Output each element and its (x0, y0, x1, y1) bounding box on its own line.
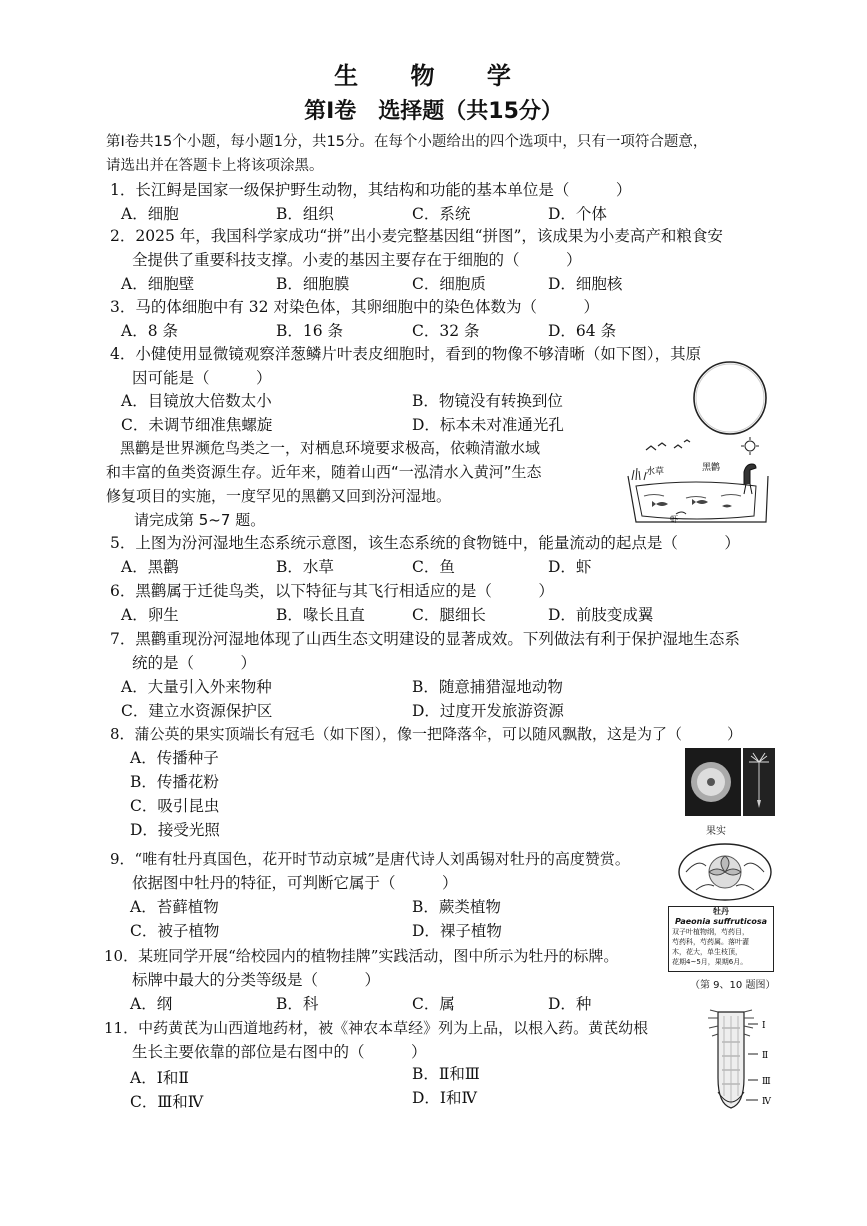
q5-option-d: D．虾 (548, 558, 592, 576)
q11-option-c: C．Ⅲ和Ⅳ (130, 1093, 204, 1111)
question-11-stem-line2: 生长主要依靠的部位是右图中的（ ） (132, 1043, 427, 1061)
plaque-line: 芍药科，芍药属。落叶灌 (672, 938, 749, 946)
q2-option-c: C．细胞质 (412, 275, 486, 293)
q5-option-c: C．鱼 (412, 558, 455, 576)
q3-option-b: B．16 条 (276, 322, 344, 340)
wetland-ecosystem-figure (626, 436, 772, 528)
question-9-stem-line1: 9．“唯有牡丹真国色，花开时节动京城”是唐代诗人刘禹锡对牡丹的高度赞赏。 (110, 850, 630, 868)
section-instructions (106, 130, 766, 178)
q7-option-c: C．建立水资源保护区 (121, 702, 273, 720)
q11-option-d: D．Ⅰ和Ⅳ (412, 1089, 478, 1107)
q10-option-a: A．纲 (130, 995, 173, 1013)
question-7-stem-line1: 7．黑鹳重现汾河湿地体现了山西生态文明建设的显著成效。下列做法有利于保护湿地生态系 (110, 630, 740, 648)
passage-line: 黑鹳是世界濒危鸟类之一，对栖息环境要求极高，依赖清澈水域 (120, 439, 541, 457)
passage-line: 和丰富的鱼类资源生存。近年来，随着山西“一泓清水入黄河”生态 (106, 463, 542, 481)
root-zone-label: Ⅳ (762, 1097, 771, 1107)
figure-9-10-caption: （第 9、10 题图） (690, 980, 776, 991)
q2-option-d: D．细胞核 (548, 275, 623, 293)
plaque-latin-name: Paeonia suffruticosa (674, 917, 767, 926)
question-7-stem-line2: 统的是（ ） (132, 654, 257, 672)
water-grass-label: 水草 (646, 467, 665, 477)
question-10-stem-line2: 标牌中最大的分类等级是（ ） (132, 971, 381, 989)
question-4-stem-line1: 4．小健使用显微镜观察洋葱鳞片叶表皮细胞时，看到的物像不够清晰（如下图），其原 (110, 345, 702, 363)
q6-option-c: C．腿细长 (412, 606, 486, 624)
q10-option-b: B．科 (276, 995, 319, 1013)
page-title: 生 物 学 (334, 61, 533, 90)
q8-option-a: A．传播种子 (130, 749, 219, 767)
peony-flower-figure (676, 842, 774, 902)
root-zone-label: Ⅲ (762, 1077, 771, 1087)
plaque-line: 双子叶植物纲，芍药目， (672, 928, 749, 936)
q3-option-c: C．32 条 (412, 322, 480, 340)
q4-option-c: C．未调节细准焦螺旋 (121, 416, 273, 434)
q5-option-a: A．黑鹳 (121, 558, 179, 576)
q2-option-a: A．细胞壁 (121, 275, 195, 293)
q4-option-b: B．物镜没有转换到位 (412, 392, 563, 410)
q8-option-c: C．吸引昆虫 (130, 797, 220, 815)
question-11-stem-line1: 11．中药黄芪为山西道地药材，被《神农本草经》列为上品，以根入药。黄芪幼根 (104, 1019, 649, 1037)
question-2-stem-line2: 全提供了重要科技支撑。小麦的基因主要存在于细胞的（ ） (132, 251, 582, 269)
question-5-stem: 5．上图为汾河湿地生态系统示意图，该生态系统的食物链中，能量流动的起点是（ ） (110, 534, 740, 552)
q8-option-b: B．传播花粉 (130, 773, 219, 791)
question-6-stem: 6．黑鹳属于迁徙鸟类，以下特征与其飞行相适应的是（ ） (110, 582, 554, 600)
q3-option-d: D．64 条 (548, 322, 617, 340)
q9-option-c: C．被子植物 (130, 922, 220, 940)
q9-option-a: A．苔藓植物 (130, 898, 219, 916)
plaque-line: 花期4~5月，果期6月。 (672, 958, 748, 966)
q7-option-b: B．随意捕猎湿地动物 (412, 678, 563, 696)
plaque-line: 木，花大，单生枝顶， (672, 948, 742, 956)
shrimp-label: 虾 (670, 515, 678, 524)
root-zone-label: Ⅰ (762, 1021, 766, 1031)
question-2-stem-line1: 2．2025 年，我国科学家成功“拼”出小麦完整基因组“拼图”，该成果为小麦高产和粮食安 (110, 227, 723, 245)
q7-option-d: D．过度开发旅游资源 (412, 702, 564, 720)
plaque-name: 牡丹 (713, 907, 729, 916)
question-3-stem: 3．马的体细胞中有 32 对染色体，其卵细胞中的染色体数为（ ） (110, 298, 599, 316)
section-title: 第Ⅰ卷 选择题（共15分） (304, 99, 563, 124)
q10-option-d: D．种 (548, 995, 592, 1013)
passage-line: 修复项目的实施，一度罕见的黑鹳又回到汾河湿地。 (106, 487, 452, 505)
question-8-stem: 8．蒲公英的果实顶端长有冠毛（如下图），像一把降落伞，可以随风飘散，这是为了（ ） (110, 725, 743, 743)
q1-option-c: C．系统 (412, 205, 471, 223)
q9-option-d: D．裸子植物 (412, 922, 502, 940)
q11-option-a: A．Ⅰ和Ⅱ (130, 1069, 189, 1087)
stork-passage (106, 436, 626, 532)
microscope-view-figure (690, 358, 770, 438)
dandelion-fruit-figure (685, 748, 775, 816)
question-10-stem-line1: 10．某班同学开展“给校园内的植物挂牌”实践活动，图中所示为牡丹的标牌。 (104, 947, 619, 965)
q8-option-d: D．接受光照 (130, 821, 220, 839)
q3-option-a: A．8 条 (121, 322, 178, 340)
q4-option-a: A．目镜放大倍数太小 (121, 392, 272, 410)
q5-option-b: B．水草 (276, 558, 334, 576)
q11-option-b: B．Ⅱ和Ⅲ (412, 1065, 480, 1083)
q7-option-a: A．大量引入外来物种 (121, 678, 272, 696)
q1-option-d: D．个体 (548, 205, 607, 223)
q6-option-a: A．卵生 (121, 606, 179, 624)
question-4-stem-line2: 因可能是（ ） (132, 369, 272, 387)
q1-option-b: B．组织 (276, 205, 334, 223)
root-zone-label: Ⅱ (762, 1051, 769, 1061)
stork-label: 黑鹳 (702, 463, 721, 473)
q2-option-b: B．细胞膜 (276, 275, 350, 293)
q6-option-d: D．前肢变成翼 (548, 606, 654, 624)
question-1-stem: 1．长江鲟是国家一级保护野生动物，其结构和功能的基本单位是（ ） (110, 181, 632, 199)
instructions-line: 第Ⅰ卷共15个小题，每小题1分，共15分。在每个小题给出的四个选项中，只有一项符合题意， (106, 134, 708, 150)
q6-option-b: B．喙长且直 (276, 606, 365, 624)
root-tip-figure (704, 1008, 780, 1112)
peony-label-plaque (668, 906, 774, 972)
q10-option-c: C．属 (412, 995, 455, 1013)
instructions-line: 请选出并在答题卡上将该项涂黑。 (106, 158, 324, 174)
q4-option-d: D．标本未对准通光孔 (412, 416, 564, 434)
fruit-caption: 果实 (706, 826, 726, 837)
q9-option-b: B．蕨类植物 (412, 898, 501, 916)
passage-line: 请完成第 5~7 题。 (134, 511, 266, 529)
q1-option-a: A．细胞 (121, 205, 179, 223)
question-9-stem-line2: 依据图中牡丹的特征，可判断它属于（ ） (132, 874, 458, 892)
